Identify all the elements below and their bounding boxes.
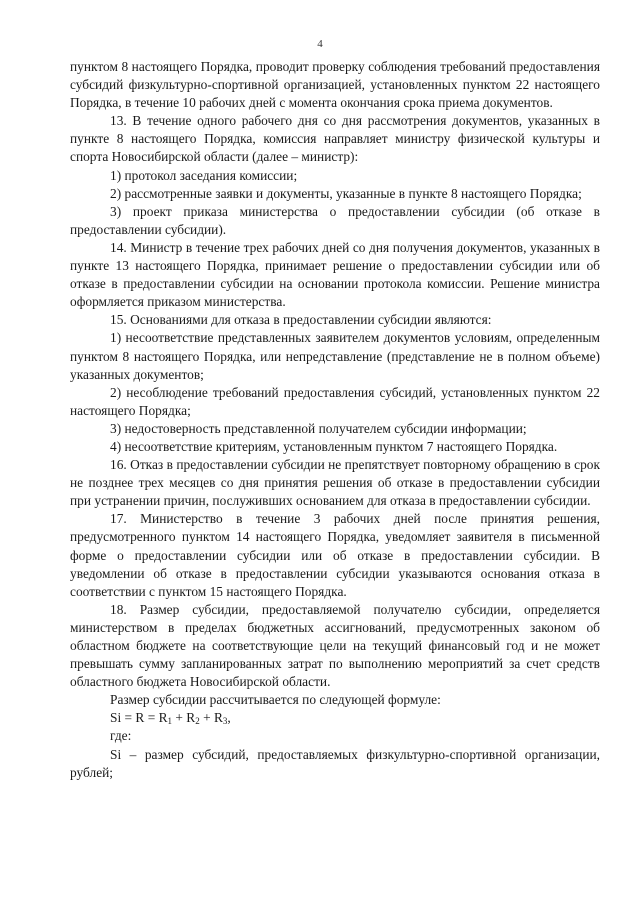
definition-si: Si – размер субсидий, предоставляемых физкультурно-спортивной организации, рублей; [70, 746, 600, 780]
formula-sub-1: 1 [167, 716, 173, 727]
list-item-13-1: 1) протокол заседания комиссии; [110, 167, 298, 183]
formula-plus-1: + R [172, 710, 196, 726]
paragraph-18: 18. Размер субсидии, предоставляемой получателю субсидии, определяется министерством в пределах бюджетных ассигнований, предусмотренных законом об областном бюджете на соответствующие цели на текущий финансовый год и не может превышать сумму запланированных затрат по выполнению мероприятий за счет средств областного бюджета Новосибирской области. [70, 601, 600, 690]
list-item-15-2: 2) несоблюдение требований предоставления субсидий, установленных пунктом 22 настоящего Порядка; [70, 384, 600, 418]
formula-plus-2: + R [199, 710, 223, 726]
paragraph-16: 16. Отказ в предоставлении субсидии не препятствует повторному обращению в срок не позднее трех месяцев со дня принятия решения об отказе в предоставлении субсидии при устранении причин, послуживших основанием для отказа в предоставлении субсидии. [70, 457, 600, 509]
paragraph-14: 14. Министр в течение трех рабочих дней со дня получения документов, указанных в пункте 13 настоящего Порядка, принимает решение о предоставлении субсидии или об отказе в предоставлении субсидии на основании протокола комиссии. Решение министра оформляется приказом министерства. [70, 239, 600, 310]
paragraph-15: 15. Основаниями для отказа в предоставлении субсидии являются: [110, 312, 492, 328]
paragraph-17: 17. Министерство в течение 3 рабочих дней после принятия решения, предусмотренного пунктом 14 настоящего Порядка, уведомляет заявителя в письменной форме о предоставлении субсидии или об отказе в предоставлении субсидии. В уведомлении об отказе в предоставлении субсидии указываются основания отказа в соответствии с пунктом 15 настоящего Порядка. [70, 511, 600, 599]
formula-sub-3: 3 [222, 716, 228, 727]
list-item-13-3: 3) проект приказа министерства о предоставлении субсидии (об отказе в предоставлении субсидии). [70, 203, 600, 237]
list-item-13-2: 2) рассмотренные заявки и документы, указанные в пункте 8 настоящего Порядка; [110, 185, 582, 201]
list-item-15-3: 3) недостоверность представленной получателем субсидии информации; [110, 420, 527, 436]
list-item-15-4: 4) несоответствие критериям, установленным пунктом 7 настоящего Порядка. [110, 438, 558, 454]
list-item-15-1: 1) несоответствие представленных заявителем документов условиям, определенным пунктом 8 настоящего Порядка, или непредставление (представление не в полном объеме) указанных документов; [70, 330, 600, 382]
where-label: где: [110, 728, 132, 744]
formula-intro: Размер субсидии рассчитывается по следующей формуле: [110, 692, 441, 708]
paragraph-continuation: пунктом 8 настоящего Порядка, проводит проверку соблюдения требований предоставления субсидий физкультурно-спортивной организацией, установленных пунктом 22 настоящего Порядка, в течение 10 рабочих дней с момента окончания срока приема документов. [70, 59, 600, 111]
formula-sub-2: 2 [195, 716, 200, 727]
formula-lhs: Si = R = R [110, 710, 168, 726]
page-number: 4 [317, 38, 323, 50]
document-body [70, 58, 600, 782]
formula-end: , [227, 710, 231, 726]
formula [70, 709, 600, 727]
paragraph-13: 13. В течение одного рабочего дня со дня рассмотрения документов, указанных в пункте 8 настоящего Порядка, комиссия направляет министру физической культуры и спорта Новосибирской области (далее – министр): [70, 113, 600, 165]
